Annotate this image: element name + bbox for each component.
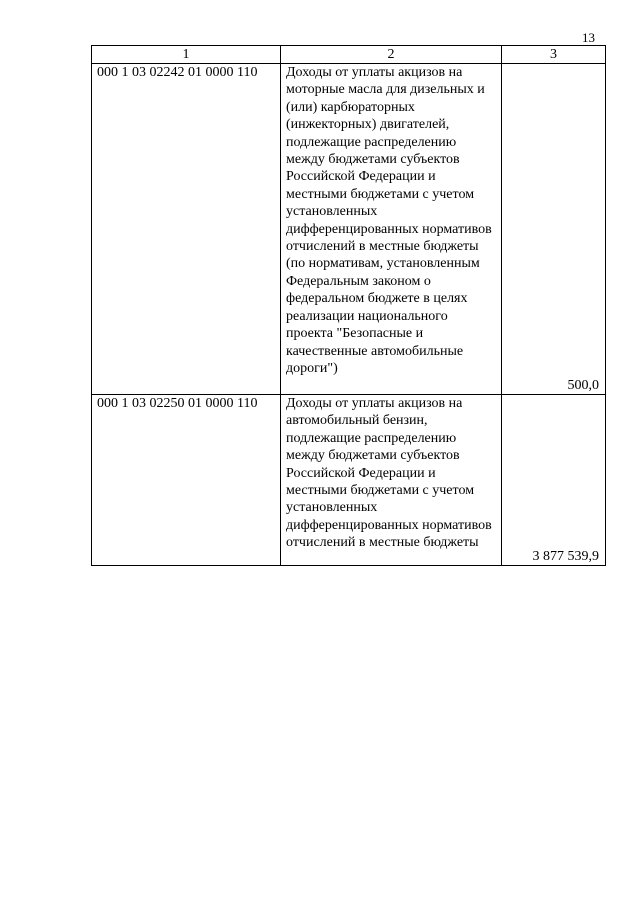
revenue-amount: 500,0: [502, 64, 606, 395]
column-header-3: 3: [502, 46, 606, 64]
table-header-row: [92, 46, 606, 64]
table-row: [92, 395, 606, 566]
table-row: [92, 64, 606, 395]
budget-classification-code: 000 1 03 02250 01 0000 110: [92, 395, 281, 566]
budget-revenue-table: [91, 45, 606, 566]
revenue-description: Доходы от уплаты акцизов на моторные масла для дизельных и (или) карбюраторных (инжекторных) двигателей, подлежащие распределению между бюджетами субъектов Российской Федерации и местными бюджетами с учетом установленных дифференцированных нормативов отчислений в местные бюджеты (по нормативам, установленным Федеральным законом о федеральном бюджете в целях реализации национального проекта "Безопасные и качественные автомобильные дороги"): [281, 64, 502, 395]
page-number: 13: [582, 30, 595, 45]
revenue-description: Доходы от уплаты акцизов на автомобильный бензин, подлежащие распределению между бюджетами субъектов Российской Федерации и местными бюджетами с учетом установленных дифференцированных нормативов отчислений в местные бюджеты: [281, 395, 502, 566]
column-header-2: 2: [281, 46, 502, 64]
budget-classification-code: 000 1 03 02242 01 0000 110: [92, 64, 281, 395]
revenue-amount: 3 877 539,9: [502, 395, 606, 566]
column-header-1: 1: [92, 46, 281, 64]
